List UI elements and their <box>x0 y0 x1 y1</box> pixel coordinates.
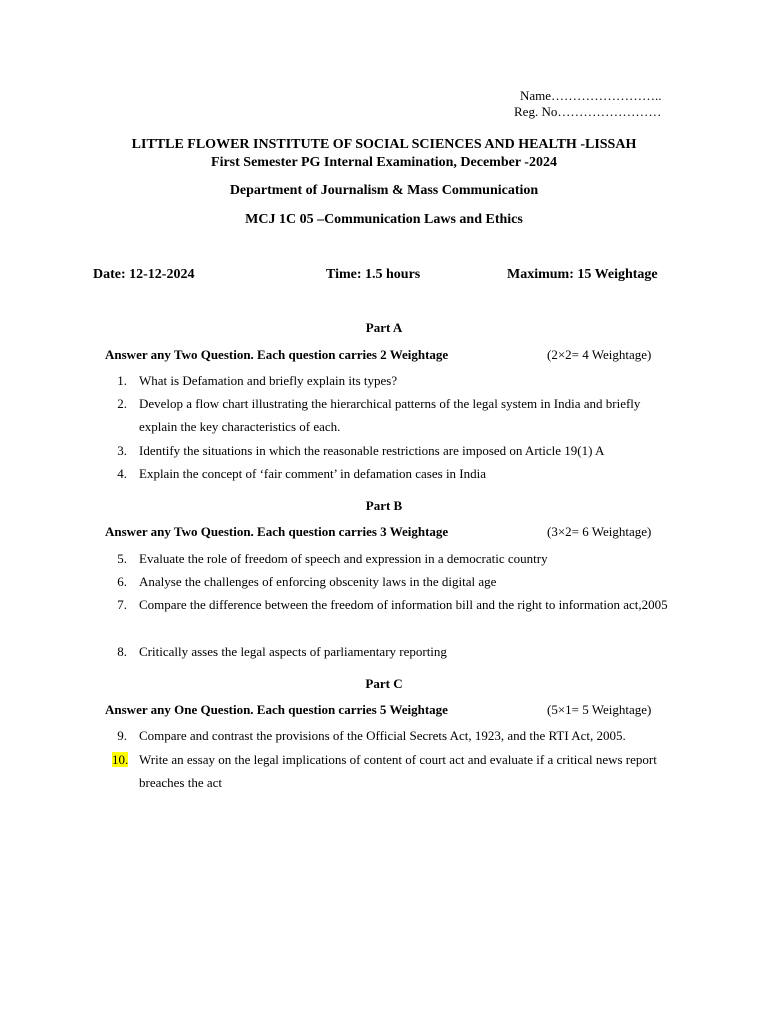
exam-maximum: Maximum: 15 Weightage <box>507 267 658 282</box>
question-number: 3. <box>117 443 127 458</box>
question-text: Analyse the challenges of enforcing obscenity laws in the digital age <box>139 574 497 589</box>
department-title: Department of Journalism & Mass Communication <box>229 183 539 198</box>
part-instruction: Answer any One Question. Each question carries 5 Weightage <box>105 702 448 717</box>
question-number: 6. <box>117 574 127 589</box>
question-text: Compare and contrast the provisions of the Official Secrets Act, 1923, and the RTI Act, 2005. <box>139 728 626 743</box>
question-text: Critically asses the legal aspects of parliamentary reporting <box>139 644 447 659</box>
institute-title: LITTLE FLOWER INSTITUTE OF SOCIAL SCIENCES AND HEALTH -LISSAH <box>131 137 637 152</box>
part-title: Part A <box>365 320 403 335</box>
question-number: 1. <box>117 373 127 388</box>
name-field: Name…………………….. <box>520 88 662 103</box>
exam-date: Date: 12-12-2024 <box>93 267 195 282</box>
question-text: Develop a flow chart illustrating the hierarchical patterns of the legal system in India and briefly explain the key characteristics of each. <box>139 396 641 434</box>
exam-time: Time: 1.5 hours <box>326 267 421 282</box>
part-weightage: (3×2= 6 Weightage) <box>547 524 652 539</box>
part-title: Part C <box>365 676 403 691</box>
part-instruction: Answer any Two Question. Each question carries 3 Weightage <box>105 524 449 539</box>
question-number-wrap <box>112 752 136 768</box>
question-number: 4. <box>117 466 127 481</box>
question-number: 7. <box>117 597 127 612</box>
reg-no-field: Reg. No…………………… <box>514 104 662 119</box>
question-text: Evaluate the role of freedom of speech and expression in a democratic country <box>139 551 548 566</box>
question-number: 5. <box>117 551 127 566</box>
question-text: Write an essay on the legal implications of content of court act and evaluate if a critical news report breaches the act <box>139 752 657 790</box>
exam-title: First Semester PG Internal Examination, December -2024 <box>211 155 557 170</box>
part-weightage: (5×1= 5 Weightage) <box>547 702 652 717</box>
question-number-highlighted: 10. <box>112 752 129 767</box>
course-title: MCJ 1C 05 –Communication Laws and Ethics <box>245 212 523 227</box>
question-text: Explain the concept of ‘fair comment’ in defamation cases in India <box>139 466 487 481</box>
question-number: 8. <box>117 644 127 659</box>
part-weightage: (2×2= 4 Weightage) <box>547 347 652 362</box>
part-title: Part B <box>365 498 403 513</box>
question-text: Compare the difference between the freedom of information bill and the right to information act,2005 <box>139 597 668 612</box>
question-number: 9. <box>117 728 127 743</box>
question-number: 2. <box>117 396 127 411</box>
question-text: Identify the situations in which the reasonable restrictions are imposed on Article 19(1) A <box>139 443 605 458</box>
question-text: What is Defamation and briefly explain its types? <box>139 373 398 388</box>
part-instruction: Answer any Two Question. Each question carries 2 Weightage <box>105 347 449 362</box>
